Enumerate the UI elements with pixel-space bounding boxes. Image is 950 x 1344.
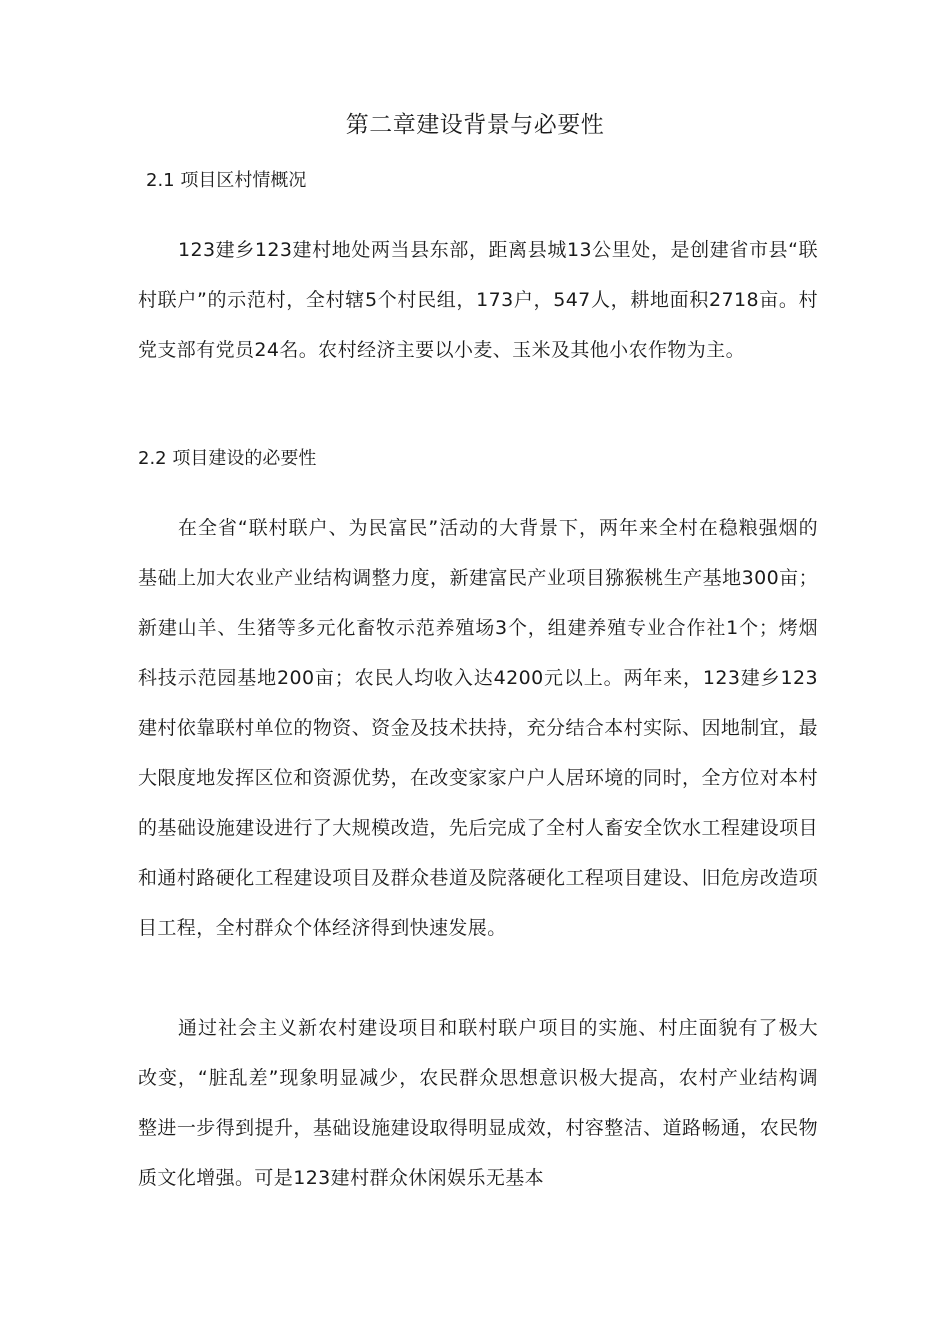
chapter-title: 第二章建设背景与必要性 <box>345 112 605 138</box>
paragraph-necessity-background: 在全省“联村联户、为民富民”活动的大背景下，两年来全村在稳粮强烟的基础上加大农业产业结构调整力度，新建富民产业项目猕猴桃生产基地300亩；新建山羊、生猪等多元化畜牧示范养殖场3个，组建养殖专业合作社1个；烤烟科技示范园基地200亩；农民人均收入达4200元以上。两年来，123建乡123建村依靠联村单位的物资、资金及技术扶持，充分结合本村实际、因地制宜，最大限度地发挥区位和资源优势，在改变家家户户人居环境的同时，全方位对本村的基础设施建设进行了大规模改造，先后完成了全村人畜安全饮水工程建设项目和通村路硬化工程建设项目及群众巷道及院落硬化工程项目建设、旧危房改造项目工程，全村群众个体经济得到快速发展。 <box>138 517 818 939</box>
section-heading-2-1: 2.1 项目区村情概况 <box>146 170 307 191</box>
section-heading-2-2: 2.2 项目建设的必要性 <box>138 448 317 469</box>
paragraph-necessity-effects: 通过社会主义新农村建设项目和联村联户项目的实施、村庄面貌有了极大改变，“脏乱差”现象明显减少，农民群众思想意识极大提高，农村产业结构调整进一步得到提升，基础设施建设取得明显成效，村容整洁、道路畅通，农民物质文化增强。可是123建村群众休闲娱乐无基本 <box>138 1017 818 1189</box>
paragraph-village-overview: 123建乡123建村地处两当县东部，距离县城13公里处，是创建省市县“联村联户”的示范村，全村辖5个村民组，173户，547人，耕地面积2718亩。村党支部有党员24名。农村经济主要以小麦、玉米及其他小农作物为主。 <box>138 239 818 361</box>
